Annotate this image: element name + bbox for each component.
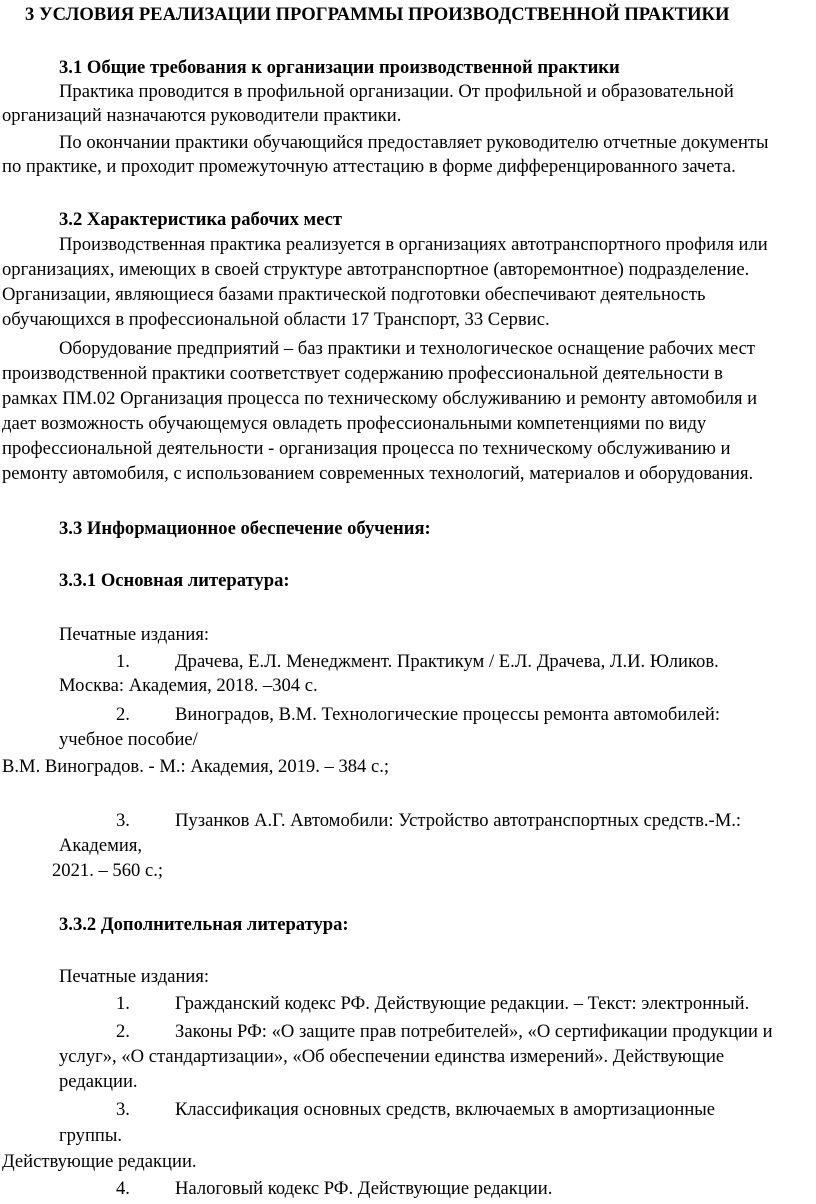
list-item-text: редакции. — [59, 1071, 138, 1092]
list-item-text: Гражданский кодекс РФ. Действующие редакции. – Текст: электронный. — [175, 993, 750, 1014]
paragraph-line: организаций назначаются руководители практики. — [2, 105, 402, 126]
list-item-number: 4. — [116, 1178, 130, 1199]
paragraph-line: Организации, являющиеся базами практической подготовки обеспечивают деятельность — [2, 284, 706, 305]
list-item-text: 2021. – 560 с.; — [52, 860, 164, 881]
section-title: 3 УСЛОВИЯ РЕАЛИЗАЦИИ ПРОГРАММЫ ПРОИЗВОДСТВЕННОЙ ПРАКТИКИ — [25, 4, 730, 25]
list-item-text: В.М. Виноградов. - М.: Академия, 2019. – 384 с.; — [2, 756, 390, 777]
printed-editions-label: Печатные издания: — [59, 624, 210, 645]
heading-3-1: 3.1 Общие требования к организации производственной практики — [59, 57, 620, 78]
list-item-text: Виноградов, В.М. Технологические процессы ремонта автомобилей: — [175, 704, 720, 725]
list-item-text: Пузанков А.Г. Автомобили: Устройство автотранспортных средств.-М.: — [175, 810, 742, 831]
paragraph-line: Оборудование предприятий – баз практики и технологическое оснащение рабочих мест — [59, 338, 756, 359]
list-item-number: 3. — [116, 810, 130, 831]
list-item-text: Москва: Академия, 2018. –304 с. — [59, 675, 318, 696]
list-item-number: 3. — [116, 1099, 130, 1120]
paragraph-line: Производственная практика реализуется в организациях автотранспортного профиля или — [59, 234, 768, 255]
paragraph-line: производственной практики соответствует содержанию профессиональной деятельности в — [2, 363, 723, 384]
list-item-text: услуг», «О стандартизации», «Об обеспечении единства измерений». Действующие — [59, 1046, 725, 1067]
paragraph-line: профессиональной деятельности - организация процесса по техническому обслуживанию и — [2, 438, 731, 459]
list-item-text: Налоговый кодекс РФ. Действующие редакции. — [175, 1178, 553, 1199]
list-item-number: 2. — [116, 1021, 130, 1042]
paragraph-line: обучающихся в профессиональной области 17 Транспорт, 33 Сервис. — [2, 309, 550, 330]
list-item-text: Классификация основных средств, включаемых в амортизационные — [175, 1099, 716, 1120]
list-item-number: 2. — [116, 704, 130, 725]
heading-3-3-1: 3.3.1 Основная литература: — [59, 570, 290, 591]
heading-3-3: 3.3 Информационное обеспечение обучения: — [59, 518, 431, 539]
list-item-text: Законы РФ: «О защите прав потребителей», «О сертификации продукции и — [175, 1021, 773, 1042]
paragraph-line: Практика проводится в профильной организации. От профильной и образовательной — [59, 81, 734, 102]
list-item-number: 1. — [116, 651, 130, 672]
list-item-text: группы. — [59, 1125, 123, 1146]
heading-3-2: 3.2 Характеристика рабочих мест — [59, 209, 343, 230]
list-item-text: Академия, — [59, 835, 143, 856]
list-item-text: учебное пособие/ — [59, 729, 198, 750]
list-item-text: Действующие редакции. — [2, 1151, 197, 1172]
list-item-number: 1. — [116, 993, 130, 1014]
paragraph-line: организациях, имеющих в своей структуре автотранспортное (авторемонтное) подразделение. — [2, 259, 750, 280]
printed-editions-label: Печатные издания: — [59, 966, 210, 987]
paragraph-line: По окончании практики обучающийся предоставляет руководителю отчетные документы — [59, 132, 769, 153]
paragraph-line: дает возможность обучающемуся овладеть профессиональными компетенциями по виду — [2, 413, 707, 434]
list-item-text: Драчева, Е.Л. Менеджмент. Практикум / Е.Л. Драчева, Л.И. Юликов. — [175, 651, 719, 672]
paragraph-line: по практике, и проходит промежуточную аттестацию в форме дифференцированного зачета. — [2, 156, 736, 177]
heading-3-3-2: 3.3.2 Дополнительная литература: — [59, 914, 349, 935]
paragraph-line: рамках ПМ.02 Организация процесса по техническому обслуживанию и ремонту автомобиля и — [2, 388, 758, 409]
paragraph-line: ремонту автомобиля, с использованием современных технологий, материалов и оборудования. — [2, 463, 754, 484]
